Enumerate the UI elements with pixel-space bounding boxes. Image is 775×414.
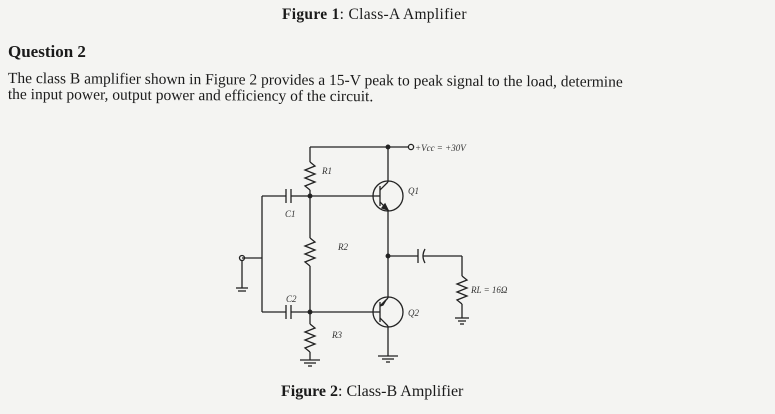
q2-label: Q2 xyxy=(408,308,419,318)
figure-1-label: Figure 1 xyxy=(282,6,340,23)
q1-label: Q1 xyxy=(408,186,419,196)
figure-2-caption xyxy=(281,383,463,401)
c2-label: C2 xyxy=(286,294,297,304)
class-b-circuit-diagram xyxy=(230,138,560,378)
question-line-1: The class B amplifier shown in Figure 2 provides a 15-V peak to peak signal to the load, determine xyxy=(7,70,623,91)
figure-2-title: Class-B Amplifier xyxy=(346,383,464,400)
circuit-svg xyxy=(230,138,560,378)
r1-label: R1 xyxy=(322,166,332,176)
c1-label: C1 xyxy=(285,209,296,219)
figure-1-separator: : xyxy=(339,6,349,23)
figure-2-label: Figure 2 xyxy=(281,383,339,400)
question-body xyxy=(8,71,708,107)
figure-1-title: Class-A Amplifier xyxy=(348,6,467,23)
r2-label: R2 xyxy=(338,242,348,252)
vcc-label: +Vcc = +30V xyxy=(415,143,466,153)
figure-1-caption xyxy=(282,6,467,24)
r3-label: R3 xyxy=(332,330,342,340)
question-heading: Question 2 xyxy=(8,42,86,61)
rl-resistor xyxy=(457,276,467,304)
r1-resistor xyxy=(305,162,315,190)
r2-resistor xyxy=(305,238,315,266)
vcc-terminal xyxy=(408,144,413,149)
question-line-2: the input power, output power and efficiency of the circuit. xyxy=(7,85,374,106)
r3-resistor xyxy=(305,324,315,352)
rl-label: RL = 16Ω xyxy=(471,285,508,295)
figure-2-separator: : xyxy=(338,383,347,400)
